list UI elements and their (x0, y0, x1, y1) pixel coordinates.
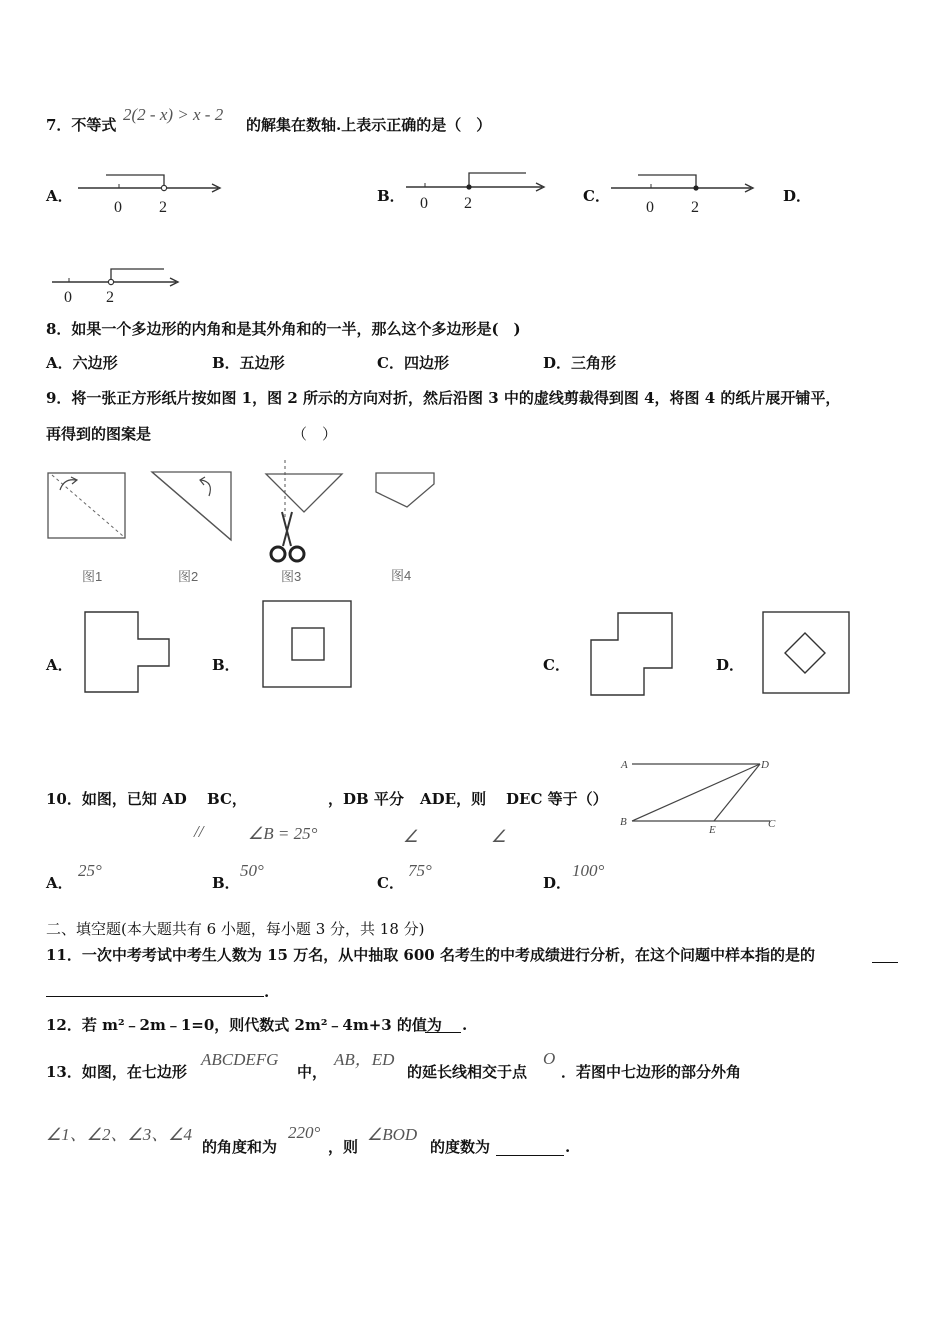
q10-figure (618, 754, 788, 836)
q9-option-d-label: D． (716, 656, 745, 674)
q13-ask: 的度数为 (430, 1138, 491, 1156)
q7-number-line-d (48, 262, 198, 310)
q13-mid2: 的延长线相交于点 (407, 1063, 528, 1081)
q7-number-line-c (605, 170, 765, 220)
q10-stem-b: BC， (207, 790, 247, 808)
q10-angle-symbol-2: ∠ (491, 827, 507, 846)
q9-paren: （ ） (292, 425, 338, 443)
scissors-icon (271, 512, 304, 561)
q11-end: . (264, 983, 270, 1001)
q7-a-tick-0: 0 (114, 199, 122, 216)
q10-point-a: A (621, 759, 628, 771)
q13-answer-blank[interactable] (496, 1155, 564, 1156)
q9-fig2-caption: 图2 (178, 569, 199, 584)
q8-stem: 8．如果一个多边形的内角和是其外角和的一半，那么这个多边形是( ) (46, 320, 521, 338)
q13-point: O (543, 1049, 556, 1068)
q9-fig1-caption: 图1 (82, 569, 103, 584)
q12-answer-blank[interactable] (425, 1032, 461, 1033)
q10-stem-a: 10．如图，已知 AD (46, 790, 187, 808)
q10-point-e: E (709, 824, 716, 836)
q10-stem-d: ADE，则 (420, 790, 487, 808)
q7-d-tick-2: 2 (106, 289, 114, 306)
q7-c-tick-0: 0 (646, 199, 654, 216)
q9-stem-line2: 再得到的图案是 (46, 425, 152, 443)
q10-option-d-value: 100° (572, 861, 605, 880)
q13-then: ，则 (328, 1138, 359, 1156)
q7-b-tick-0: 0 (420, 195, 428, 212)
q13-angles: ∠1、∠2、∠3、∠4 (46, 1125, 192, 1144)
q10-stem-c: ，DB 平分 (328, 790, 404, 808)
q13-lines: AB，ED (334, 1050, 395, 1069)
q7-option-d-label: D． (783, 187, 812, 205)
q10-option-b-value: 50° (240, 861, 264, 880)
q13-end: . (565, 1138, 571, 1156)
q10-stem-e: DEC 等于（） (506, 790, 608, 808)
q9-fig4-caption: 图4 (391, 568, 412, 583)
q13-prefix: 13．如图，在七边形 (46, 1063, 187, 1081)
q8-option-d: D．三角形 (543, 354, 617, 372)
q12-end: . (462, 1016, 468, 1034)
q9-option-c-label: C． (543, 656, 570, 674)
q13-sum-value: 220° (288, 1123, 321, 1142)
q10-option-d-label: D． (543, 874, 572, 892)
q7-option-c-label: C． (583, 187, 610, 205)
q9-option-b-label: B． (212, 656, 240, 674)
q13-polygon: ABCDEFG (201, 1050, 279, 1069)
q9-option-a-figure (84, 611, 174, 695)
q7-option-a-label: A． (46, 187, 73, 205)
q10-option-c-value: 75° (408, 861, 432, 880)
q7-d-tick-0: 0 (64, 289, 72, 306)
q7-option-b-label: B． (377, 187, 405, 205)
q9-option-c-figure (590, 612, 676, 698)
q13-target-angle: ∠BOD (367, 1125, 418, 1144)
q10-point-c: C (768, 818, 776, 830)
q8-option-c: C．四边形 (377, 354, 449, 372)
q10-option-a-label: A． (46, 874, 73, 892)
q10-angle-symbol-1: ∠ (403, 827, 419, 846)
section2-heading: 二、填空题(本大题共有 6 小题，每小题 3 分，共 18 分) (46, 920, 425, 938)
q13-mid1: 中， (297, 1063, 328, 1081)
q9-stem-line1: 9．将一张正方形纸片按如图 1，图 2 所示的方向对折，然后沿图 3 中的虚线剪裁得到图 4，将图 4 的纸片展开铺平， (46, 389, 841, 407)
q7-suffix: 的解集在数轴.上表示正确的是（ ） (246, 116, 492, 134)
q13-tail: ．若图中七边形的部分外角 (561, 1063, 742, 1081)
q9-option-d-figure (762, 611, 852, 695)
q10-point-b: B (620, 816, 627, 828)
q7-b-tick-2: 2 (464, 195, 472, 212)
q11-line1: 11．一次中考考试中考生人数为 15 万名，从中抽取 600 名考生的中考成绩进行分析，在这个问题中样本指的是的 (46, 946, 815, 964)
q7-prefix: 7．不等式 (46, 116, 117, 134)
q10-option-a-value: 25° (78, 861, 102, 880)
q10-angle-b: ∠B = 25° (248, 824, 318, 843)
q7-a-tick-2: 2 (159, 199, 167, 216)
q7-c-tick-2: 2 (691, 199, 699, 216)
q11-answer-blank-2[interactable] (46, 996, 264, 997)
q13-sum-text: 的角度和为 (202, 1138, 278, 1156)
q10-option-b-label: B． (212, 874, 240, 892)
q12-text: 12．若 m²﹣2m﹣1=0，则代数式 2m²﹣4m+3 的值为 (46, 1016, 442, 1034)
q11-answer-blank-1[interactable] (872, 962, 898, 963)
q9-option-a-label: A． (46, 656, 73, 674)
q7-formula: 2(2 - x) > x - 2 (123, 105, 224, 124)
q9-option-b-figure (262, 600, 354, 690)
q9-fig3-caption: 图3 (281, 569, 302, 584)
q10-point-d: D (761, 759, 769, 771)
q10-parallel-symbol: // (194, 822, 204, 841)
q9-fold-figures (46, 460, 446, 590)
q7-number-line-a (72, 170, 232, 220)
q8-option-a: A．六边形 (46, 354, 118, 372)
q10-option-c-label: C． (377, 874, 404, 892)
q7-number-line-b (400, 170, 560, 220)
q8-option-b: B．五边形 (212, 354, 285, 372)
